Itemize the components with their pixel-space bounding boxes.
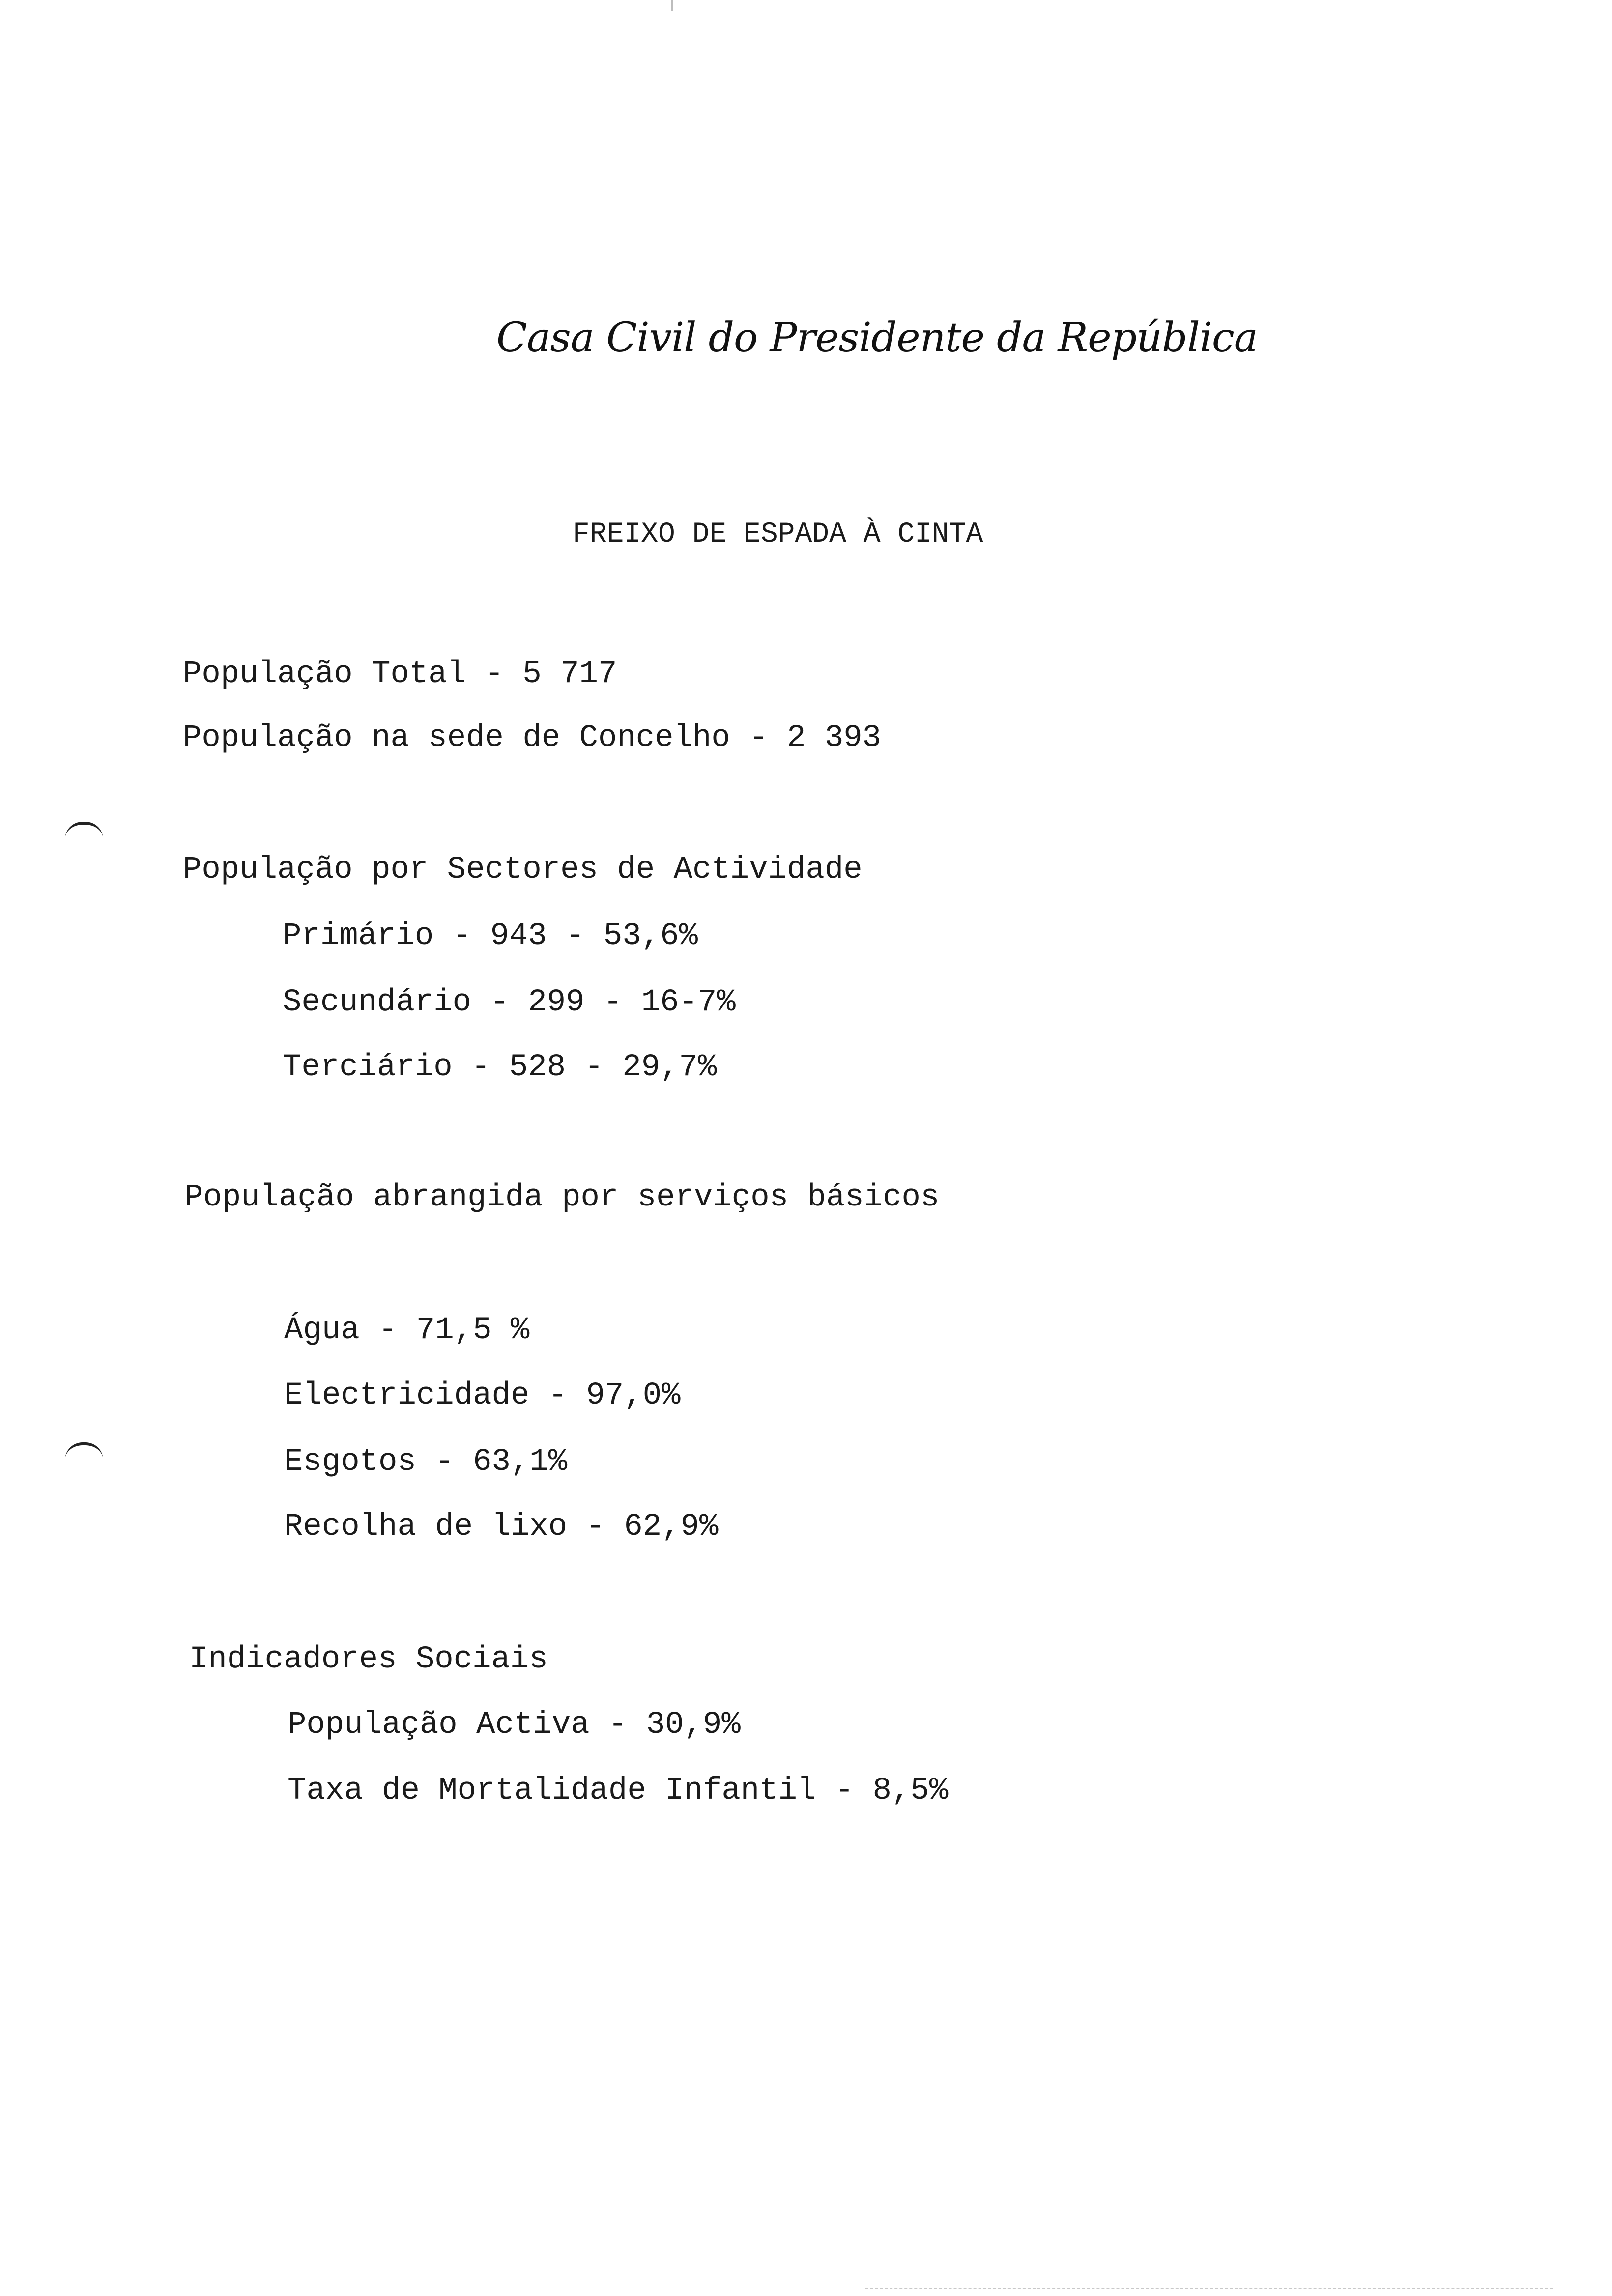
scan-mark <box>671 0 673 11</box>
service-waste: Recolha de lixo - 62,9% <box>284 1509 719 1545</box>
letterhead: Casa Civil do Presidente da República <box>496 315 1258 361</box>
sector-primary: Primário - 943 - 53,6% <box>283 918 698 954</box>
document-title: FREIXO DE ESPADA À CINTA <box>573 518 983 550</box>
service-electricity: Electricidade - 97,0% <box>284 1378 681 1413</box>
scan-edge <box>865 2288 1553 2290</box>
population-total: População Total - 5 717 <box>183 657 617 692</box>
services-heading: População abrangida por serviços básicos <box>184 1180 940 1215</box>
social-active: População Activa - 30,9% <box>288 1707 741 1743</box>
service-water: Água - 71,5 % <box>284 1313 530 1348</box>
sectors-heading: População por Sectores de Actividade <box>183 852 863 888</box>
service-sewage: Esgotos - 63,1% <box>284 1444 568 1480</box>
sector-secondary: Secundário - 299 - 16-7% <box>283 985 736 1020</box>
social-infant-mortality: Taxa de Mortalidade Infantil - 8,5% <box>288 1773 949 1808</box>
sector-tertiary: Terciário - 528 - 29,7% <box>283 1050 717 1085</box>
population-seat: População na sede de Concelho - 2 393 <box>183 720 882 756</box>
punch-hole-mark <box>65 1442 103 1460</box>
punch-hole-mark <box>65 822 103 839</box>
social-heading: Indicadores Sociais <box>189 1642 548 1677</box>
